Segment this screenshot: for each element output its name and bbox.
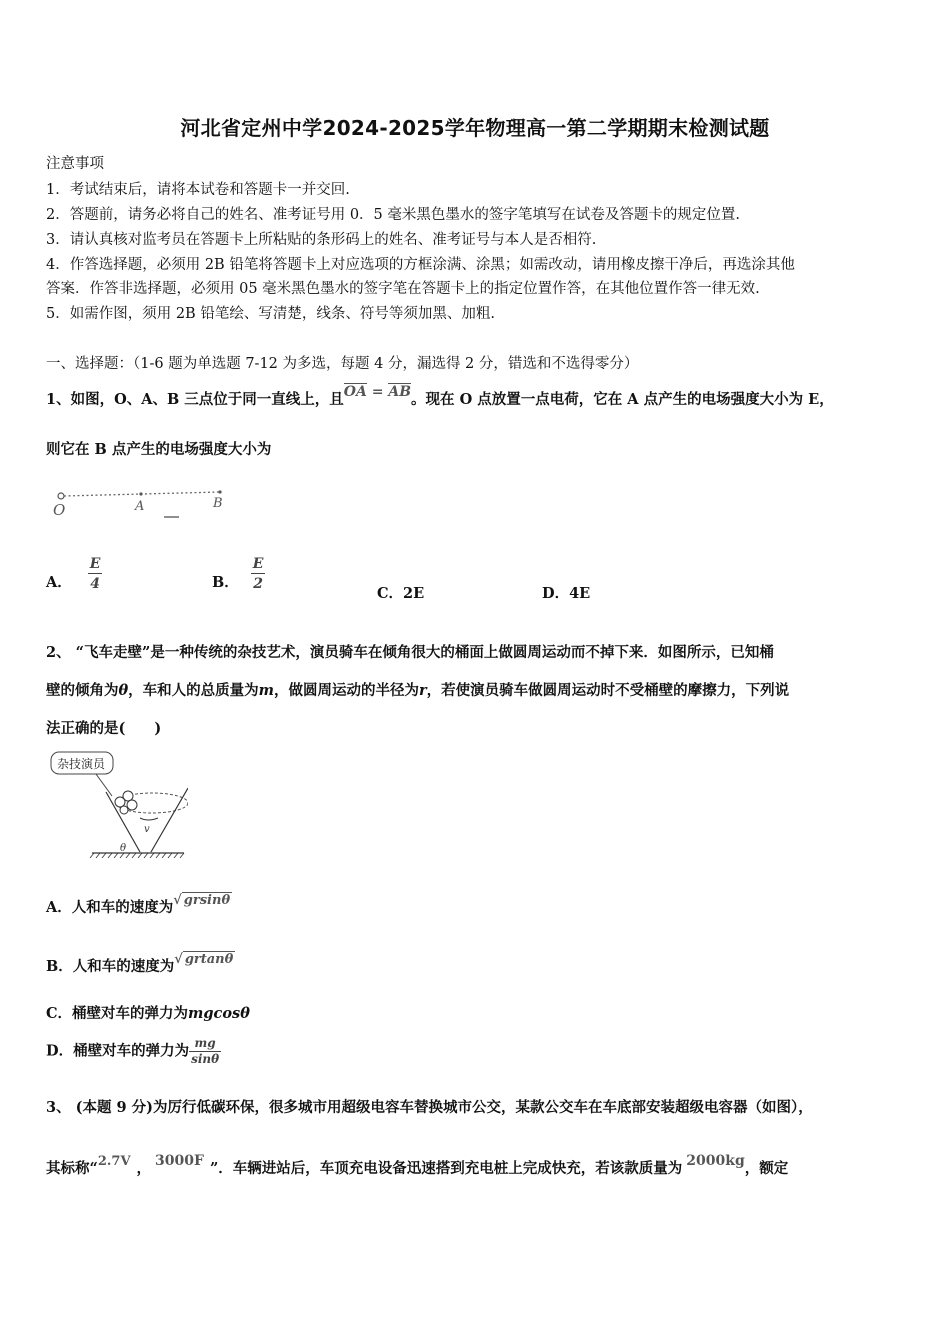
notice-item: 3．请认真核对监考员在答题卡上所粘贴的条形码上的姓名、准考证号与本人是否相符.: [46, 232, 597, 248]
q2-text: ，若使演员骑车做圆周运动时不受桶壁的摩擦力，下列说: [426, 682, 790, 699]
q1-text: 。现在 O 点放置一点电荷，它在 A 点产生的电场强度大小为 E，: [411, 391, 834, 408]
numerator: mg: [189, 1036, 221, 1052]
q2-option-a[interactable]: [46, 893, 232, 917]
option-key: D．: [542, 585, 570, 602]
section-heading: 一、选择题：（1-6 题为单选题 7-12 为多选，每题 4 分，漏选得 2 分，错选和不选得零分）: [46, 356, 639, 372]
q1-option-d[interactable]: [542, 582, 590, 603]
option-text: B．人和车的速度为: [46, 958, 175, 975]
point-a-marker: [139, 492, 142, 495]
numerator: E: [252, 556, 264, 572]
option-text: D．桶壁对车的弹力为: [46, 1042, 190, 1060]
page-title: 河北省定州中学2024-2025学年物理高一第二学期期末检测试题: [180, 116, 770, 140]
option-key: A．: [46, 573, 72, 591]
q3-text: ”．车辆进站后，车顶充电设备迅速搭到充电桩上完成快充，若该款质量为: [209, 1160, 683, 1177]
q2-figure: [48, 748, 188, 860]
denominator: 2: [253, 576, 263, 592]
numerator: E: [89, 556, 101, 572]
sqrt-expression: √ grsinθ: [173, 893, 231, 908]
equals-sign: =: [366, 384, 389, 400]
option-text: 2E: [403, 585, 425, 602]
segment-oa: OA: [343, 384, 367, 400]
option-text: A．人和车的速度为: [46, 899, 174, 916]
fraction-e-over-2: [251, 555, 266, 594]
q2-line-2: [46, 679, 789, 700]
q1-text: 1、如图，O、A、B 三点位于同一直线上，且: [46, 391, 344, 408]
notice-item: 答案．作答非选择题，必须用 05 毫米黑色墨水的签字笔在答题卡上的指定位置作答，在其他位置作答一律无效.: [46, 281, 760, 297]
notice-item: 4．作答选择题，必须用 2B 铅笔将答题卡上对应选项的方框涂满、涂黑；如需改动，请用橡皮擦干净后，再选涂其他: [46, 257, 795, 273]
notice-item: 5．如需作图，须用 2B 铅笔绘、写清楚，线条、符号等须加黑、加粗.: [46, 306, 495, 322]
q3-line-1: 3、 (本题 9 分)为厉行低碳环保，很多城市用超级电容车替换城市公交，某款公交车在车底部安装超级电容器（如图），: [46, 1099, 813, 1116]
fraction-mg-over-sin: [189, 1036, 221, 1067]
q1-figure: [48, 484, 238, 526]
voltage-value: 2.7V: [97, 1154, 131, 1169]
label-v: v: [144, 824, 150, 835]
point-o-marker: [58, 493, 64, 499]
option-key: B．: [212, 573, 239, 591]
point-b-marker: [218, 490, 221, 493]
ground-hatching: [90, 853, 184, 858]
symbol-r: r: [419, 682, 427, 699]
q1-option-c[interactable]: [377, 582, 424, 603]
q2-option-b[interactable]: [46, 952, 235, 976]
q1-line-1: [46, 384, 834, 409]
q2-line-1: 2、 “飞车走壁”是一种传统的杂技艺术，演员骑车在倾角很大的桶面上做圆周运动而不掉下来．如图所示，已知桶: [46, 644, 774, 661]
q2-text: ，做圆周运动的半径为: [274, 682, 420, 699]
callout-pointer: [96, 774, 112, 796]
callout-label: 杂技演员: [57, 757, 106, 771]
q2-option-c[interactable]: [46, 1002, 250, 1023]
symbol-theta: θ: [118, 682, 129, 699]
bike-wheel: [127, 800, 137, 810]
expression: mgcosθ: [188, 1005, 250, 1022]
q2-option-d[interactable]: [46, 1036, 221, 1067]
notice-item: 2．答题前，请务必将自己的姓名、准考证号用 0．5 毫米黑色墨水的签字笔填写在试卷及答题卡的规定位置.: [46, 207, 740, 223]
option-key: C．: [377, 585, 404, 602]
q1-option-b[interactable]: [212, 555, 265, 594]
bike-wheel: [115, 797, 125, 807]
q2-text: 壁的倾角为: [46, 682, 119, 699]
symbol-m: m: [258, 682, 275, 699]
option-text: 4E: [569, 585, 591, 602]
label-o: O: [53, 501, 66, 519]
bucket-wall-right: [151, 788, 188, 852]
q1-equation: [344, 384, 411, 400]
performer-body: [120, 806, 128, 814]
q3-line-2: [46, 1153, 789, 1178]
capacitance-value: 3000F: [155, 1153, 204, 1169]
sqrt-expression: √ grtanθ: [174, 952, 234, 967]
radicand: grsinθ: [183, 893, 231, 908]
q2-line-3: 法正确的是( ): [46, 720, 162, 737]
option-text: C．桶壁对车的弹力为: [46, 1005, 189, 1022]
q1-option-a[interactable]: [46, 555, 102, 594]
notice-heading: 注意事项: [46, 156, 104, 172]
denominator: 4: [90, 576, 100, 592]
q3-text: 其标称“: [46, 1160, 98, 1177]
label-theta: θ: [120, 843, 127, 854]
label-a: A: [135, 499, 145, 514]
q1-line-2: 则它在 B 点产生的电场强度大小为: [46, 441, 272, 458]
velocity-arrow: [140, 818, 158, 820]
segment-ab: AB: [388, 384, 412, 400]
q3-text: ，额定: [744, 1160, 789, 1177]
denominator: sinθ: [191, 1052, 220, 1066]
q3-text: ，: [136, 1160, 152, 1177]
notice-item: 1．考试结束后，请将本试卷和答题卡一并交回.: [46, 182, 350, 198]
q2-text: ，车和人的总质量为: [128, 682, 259, 699]
label-b: B: [213, 496, 223, 511]
fraction-e-over-4: [88, 555, 103, 594]
radicand: grtanθ: [184, 952, 234, 967]
mass-value: 2000kg: [686, 1153, 745, 1169]
